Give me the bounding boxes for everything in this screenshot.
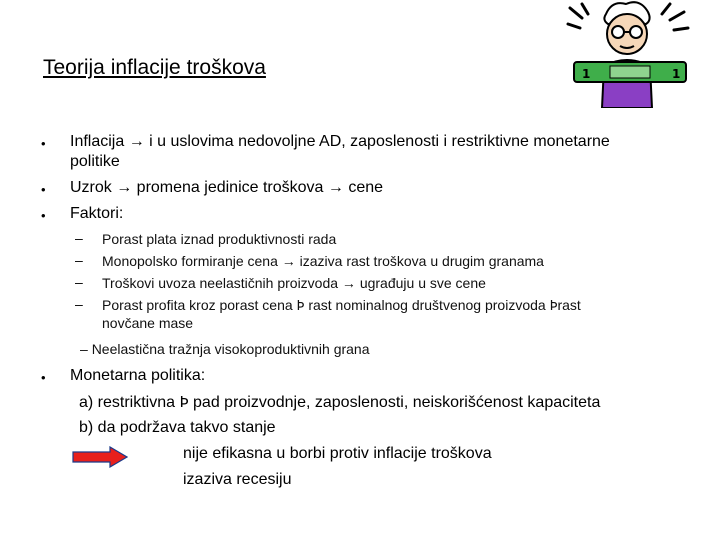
bullet-uzrok: Uzrok → promena jedinice troškova → cene bbox=[70, 179, 384, 196]
bullet-marker: • bbox=[41, 208, 46, 223]
svg-text:1: 1 bbox=[672, 67, 681, 81]
monetary-a-text: a) restriktivna bbox=[79, 394, 176, 411]
svg-text:1: 1 bbox=[582, 67, 591, 81]
implies-symbol: Þ bbox=[179, 393, 189, 411]
dash-marker: – bbox=[75, 230, 83, 246]
dash-marker: – bbox=[75, 252, 83, 268]
dash-marker: – bbox=[75, 296, 83, 312]
monetary-line-c: nije efikasna u borbi protiv inflacije troškova bbox=[183, 445, 492, 462]
factor-text: Porast profita kroz porast cena bbox=[102, 297, 293, 313]
monetary-line-b: b) da podržava takvo stanje bbox=[79, 419, 276, 436]
bullet-faktori: Faktori: bbox=[70, 205, 124, 222]
factor-item bbox=[102, 296, 581, 316]
man-with-money-clipart bbox=[560, 0, 700, 108]
monetary-a-text2: pad proizvodnje, zaposlenosti, neiskorišćenost kapaciteta bbox=[193, 394, 601, 411]
bullet-inflacija-cont: politike bbox=[70, 153, 120, 170]
factor-item: Troškovi uvoza neelastičnih proizvoda → ugrađuju u sve cene bbox=[102, 275, 486, 291]
dash-marker: – bbox=[80, 341, 88, 357]
factor-item bbox=[80, 340, 370, 358]
bullet-inflacija: Inflacija → i u uslovima nedovoljne AD, zaposlenosti i restriktivne monetarne bbox=[70, 133, 610, 150]
factor-text: rast bbox=[557, 297, 581, 313]
bullet-monetarna: Monetarna politika: bbox=[70, 367, 206, 384]
factor-text: Neelastična tražnja visokoproduktivnih grana bbox=[91, 341, 370, 357]
dash-marker: – bbox=[75, 274, 83, 290]
implies-symbol: Þ bbox=[549, 299, 558, 314]
factor-item: Porast plata iznad produktivnosti rada bbox=[102, 231, 337, 247]
bullet-marker: • bbox=[41, 136, 46, 151]
page-title: Teorija inflacije troškova bbox=[43, 56, 266, 79]
implies-symbol: Þ bbox=[296, 299, 305, 314]
monetary-line-a bbox=[79, 392, 600, 413]
bullet-marker: • bbox=[41, 370, 46, 385]
factor-item: Monopolsko formiranje cena → izaziva rast troškova u drugim granama bbox=[102, 253, 544, 269]
factor-item-cont: novčane mase bbox=[102, 315, 194, 331]
monetary-line-d: izaziva recesiju bbox=[183, 471, 292, 488]
factor-text: rast nominalnog društvenog proizvoda bbox=[308, 297, 546, 313]
bullet-marker: • bbox=[41, 182, 46, 197]
red-arrow-icon bbox=[72, 446, 128, 468]
